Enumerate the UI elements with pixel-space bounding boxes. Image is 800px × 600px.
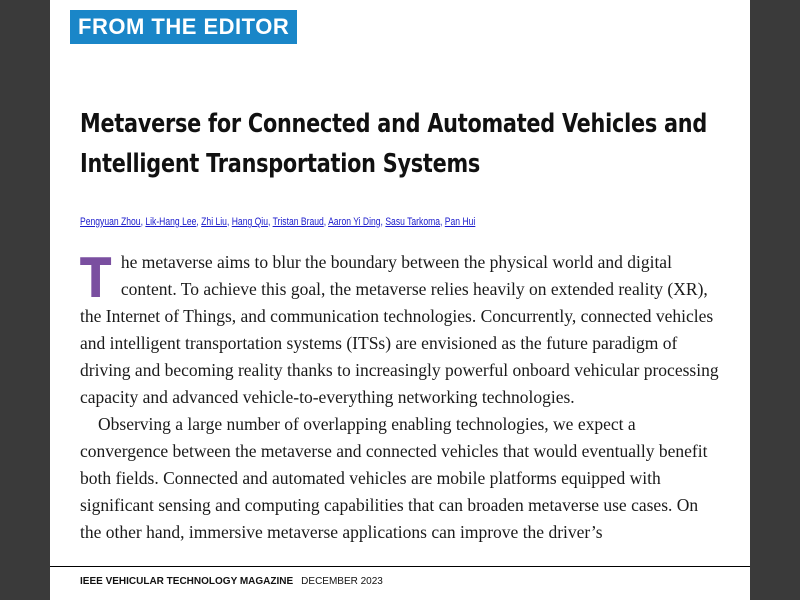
author-separator: , [226,216,232,228]
paragraph-1 [80,249,720,411]
author-separator: , [196,216,202,228]
article-body [80,249,720,546]
author-separator: , [440,216,445,228]
author-separator: , [140,216,146,228]
author-separator: , [323,216,329,228]
article-title: Metaverse for Connected and Automated Vehicles and Intelligent Transportation Systems [80,109,707,179]
page-footer [80,575,383,589]
dropcap: T [80,247,112,310]
author-separator: , [380,216,386,228]
author-link[interactable]: Zhi Liu [201,216,227,228]
author-link[interactable]: Tristan Braud [272,216,324,228]
footer-magazine: IEEE VEHICULAR TECHNOLOGY MAGAZINE [80,576,294,587]
author-link[interactable]: Hang Qiu [231,216,268,228]
author-link[interactable]: Pengyuan Zhou [80,216,141,228]
author-link[interactable]: Lik-Hang Lee [145,216,197,228]
document-page [50,0,750,600]
footer-date: DECEMBER 2023 [301,576,383,587]
author-list [80,214,475,230]
author-link[interactable]: Sasu Tarkoma [385,216,441,228]
author-link[interactable]: Aaron Yi Ding [328,216,381,228]
section-banner: FROM THE EDITOR [70,10,297,44]
paragraph-1-text: he metaverse aims to blur the boundary between the physical world and digital content. To achieve this goal, the metaverse relies heavily on extended reality (XR), the Internet of Things, and communication technologies. Concurrently, connected vehicles and intelligent transportation systems (ITSs) are envisioned as the future paradigm of driving and becoming reality thanks to increasingly powerful onboard vehicular processing capacity and advanced vehicle-to-everything networking technologies. [80,252,719,407]
author-separator: , [267,216,273,228]
author-link[interactable]: Pan Hui [444,216,476,228]
paragraph-2: Observing a large number of overlapping enabling technologies, we expect a convergence between the metaverse and connected vehicles that would eventually benefit both fields. Connected and automated vehicles are mobile platforms equipped with significant sensing and computing capabilities that can broaden metaverse use cases. On the other hand, immersive metaverse applications can improve the driver’s [80,414,708,542]
